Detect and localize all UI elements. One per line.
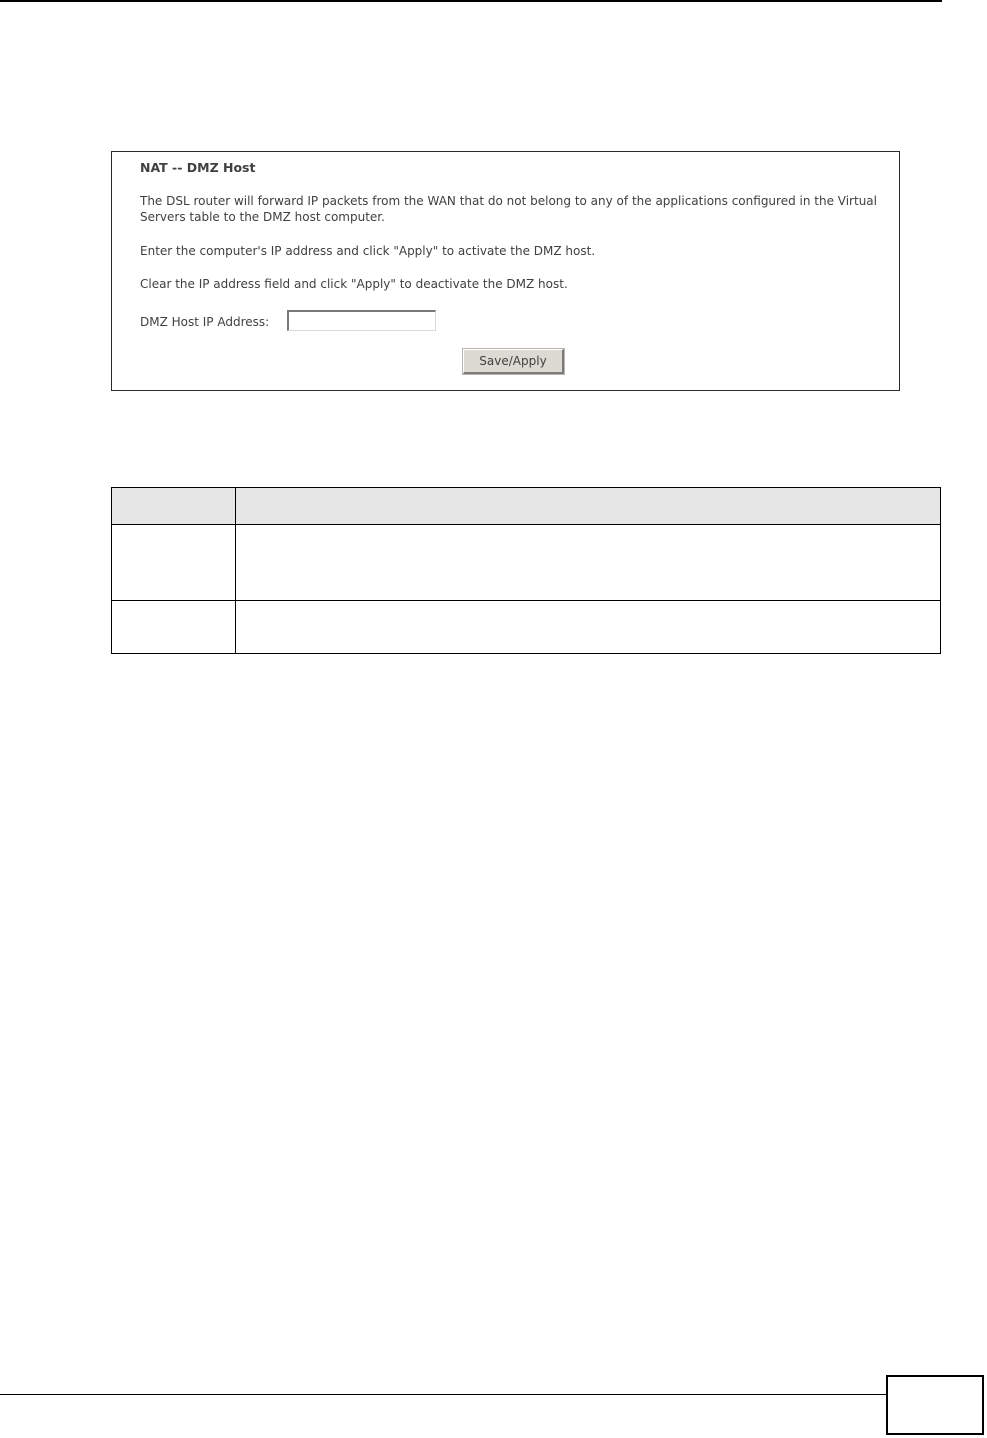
field-description-table [111, 487, 941, 654]
table-header-description [236, 488, 941, 525]
page-number-box [886, 1375, 984, 1435]
table-header-row [112, 488, 941, 525]
table-cell-label [112, 601, 236, 654]
footer-rule [0, 1394, 886, 1395]
table-cell-description [236, 601, 941, 654]
table-row [112, 601, 941, 654]
deactivate-instruction: Clear the IP address field and click "Apply" to deactivate the DMZ host. [140, 277, 568, 291]
nat-dmz-host-panel [111, 151, 900, 391]
dmz-ip-input[interactable] [287, 310, 436, 331]
forward-description: The DSL router will forward IP packets from the WAN that do not belong to any of the applications configured in the Virtual Servers table to the DMZ host computer. [140, 194, 877, 224]
dmz-ip-label: DMZ Host IP Address: [140, 315, 270, 329]
table-cell-description [236, 525, 941, 601]
panel-title: NAT -- DMZ Host [140, 160, 256, 175]
save-apply-button[interactable]: Save/Apply [463, 349, 564, 374]
table-cell-label [112, 525, 236, 601]
top-rule [0, 0, 942, 2]
table-row [112, 525, 941, 601]
activate-instruction: Enter the computer's IP address and click "Apply" to activate the DMZ host. [140, 244, 596, 258]
table-header-label [112, 488, 236, 525]
